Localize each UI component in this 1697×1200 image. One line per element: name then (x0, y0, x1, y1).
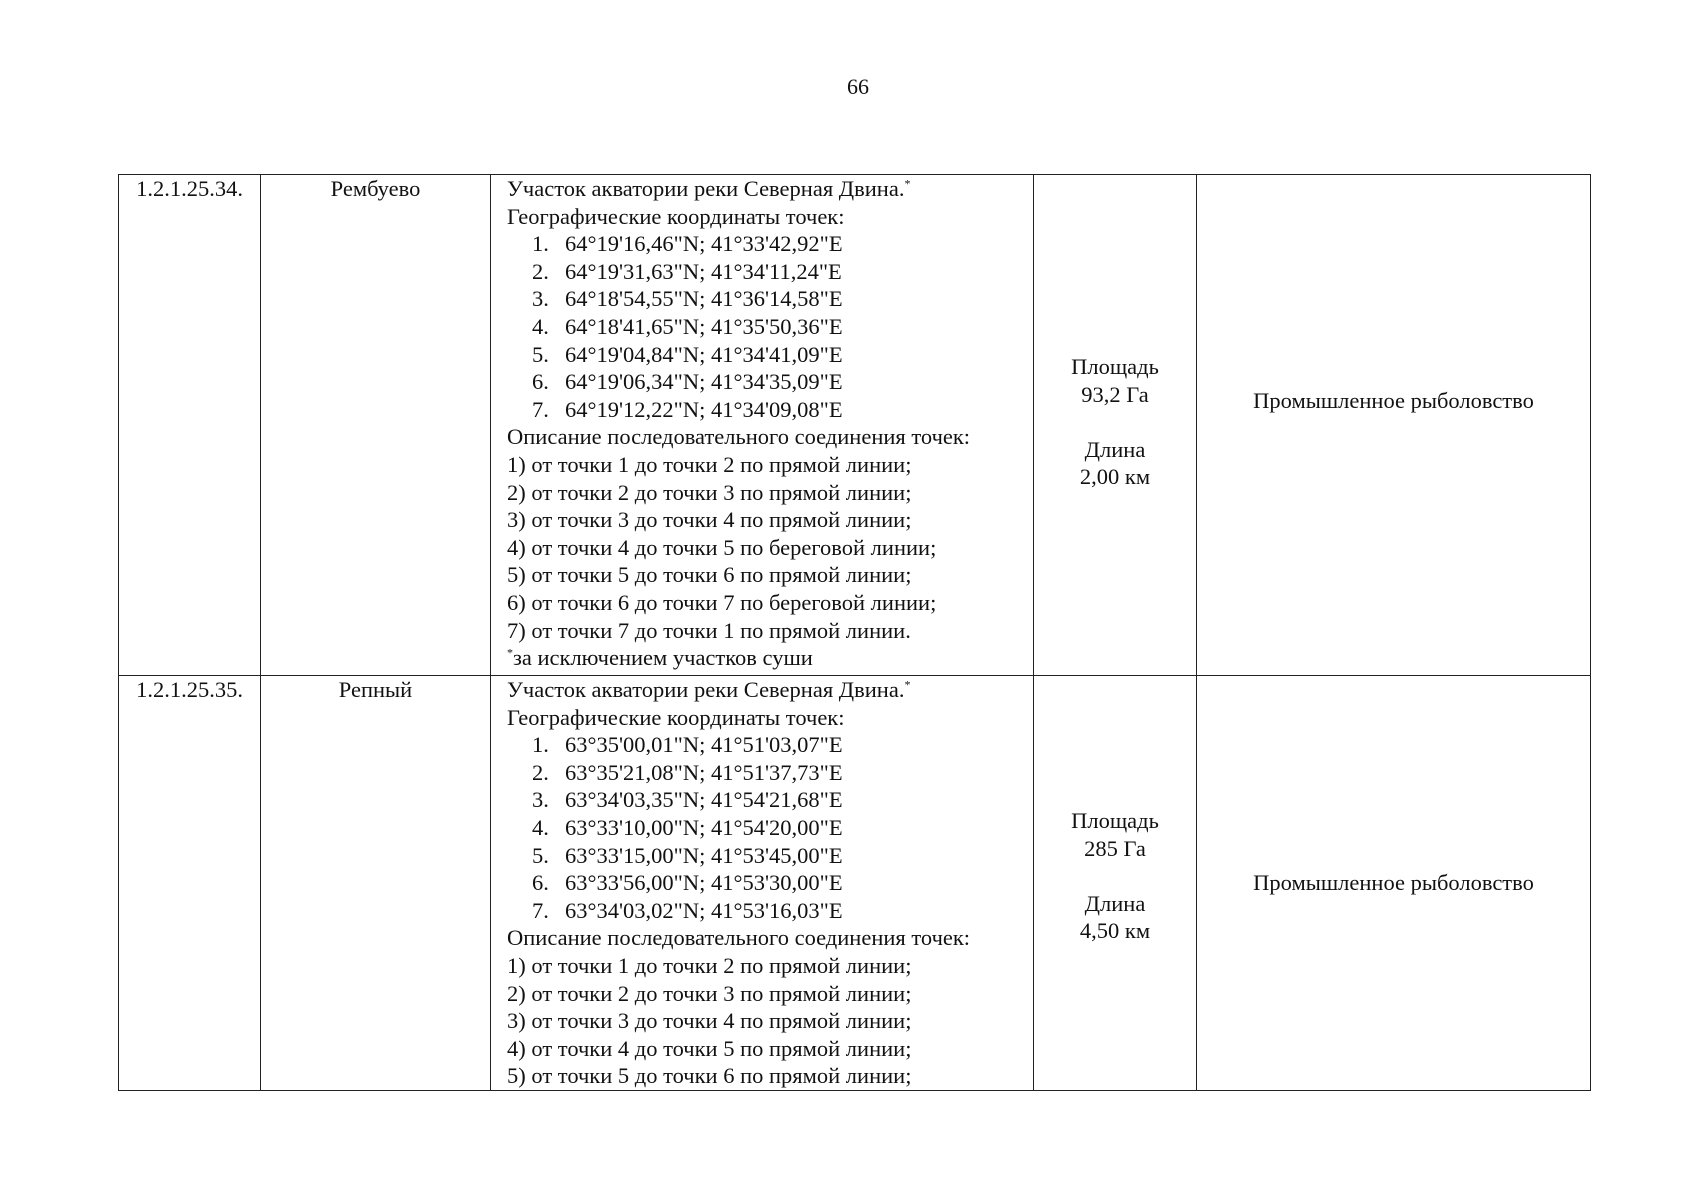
area-purpose: Промышленное рыболовство (1197, 175, 1591, 676)
links-title: Описание последовательного соединения точек: (507, 424, 971, 450)
link-item: 3) от точки 3 до точки 4 по прямой линии; (507, 1008, 912, 1034)
coordinate-item: 6. 63°33'56,00"N; 41°53'30,00"E (532, 870, 843, 896)
area-intro: Участок акватории реки Северная Двина.* (507, 176, 911, 201)
area-name: Репный (261, 676, 491, 1091)
coordinate-item: 2. 64°19'31,63"N; 41°34'11,24"E (532, 258, 842, 284)
area-number: 1.2.1.25.35. (119, 676, 261, 1091)
length-label: Длина (1084, 890, 1146, 916)
coordinate-item: 5. 64°19'04,84"N; 41°34'41,09"E (532, 341, 843, 367)
coords-title: Географические координаты точек: (507, 203, 845, 229)
area-value: 285 Га (1084, 835, 1146, 861)
link-item: 1) от точки 1 до точки 2 по прямой линии; (507, 952, 912, 978)
area-purpose: Промышленное рыболовство (1197, 676, 1591, 1091)
page-number: 66 (847, 74, 869, 99)
link-item: 5) от точки 5 до точки 6 по прямой линии; (507, 562, 912, 588)
length-label: Длина (1084, 436, 1146, 462)
coordinate-item: 5. 63°33'15,00"N; 41°53'45,00"E (532, 842, 843, 868)
table-row (119, 676, 1591, 1091)
link-item: 6) от точки 6 до точки 7 по береговой линии; (507, 589, 937, 615)
area-number: 1.2.1.25.34. (119, 175, 261, 676)
area-description (491, 175, 1034, 676)
coordinate-item: 2. 63°35'21,08"N; 41°51'37,73"E (532, 759, 843, 785)
links-title: Описание последовательного соединения точек: (507, 925, 971, 951)
link-item: 4) от точки 4 до точки 5 по береговой линии; (507, 534, 937, 560)
area-size (1034, 175, 1197, 676)
coordinate-item: 7. 64°19'12,22"N; 41°34'09,08"E (532, 396, 843, 422)
coordinate-item: 4. 64°18'41,65"N; 41°35'50,36"E (532, 313, 843, 339)
length-value: 4,50 км (1079, 918, 1151, 944)
link-item: 2) от точки 2 до точки 3 по прямой линии; (507, 980, 912, 1006)
area-description (491, 676, 1034, 1091)
coordinate-item: 3. 63°34'03,35"N; 41°54'21,68"E (532, 787, 843, 813)
table-row (119, 175, 1591, 676)
coords-title: Географические координаты точек: (507, 704, 845, 730)
link-item: 4) от точки 4 до точки 5 по прямой линии; (507, 1035, 912, 1061)
area-label: Площадь (1071, 354, 1159, 380)
area-intro: Участок акватории реки Северная Двина.* (507, 677, 911, 702)
coordinate-item: 4. 63°33'10,00"N; 41°54'20,00"E (532, 814, 843, 840)
link-item: 5) от точки 5 до точки 6 по прямой линии; (507, 1063, 912, 1089)
coordinate-item: 3. 64°18'54,55"N; 41°36'14,58"E (532, 286, 843, 312)
link-item: 3) от точки 3 до точки 4 по прямой линии; (507, 507, 912, 533)
area-label: Площадь (1071, 808, 1159, 834)
area-size (1034, 676, 1197, 1091)
coordinate-item: 1. 64°19'16,46"N; 41°33'42,92"E (532, 231, 843, 257)
coordinate-item: 7. 63°34'03,02"N; 41°53'16,03"E (532, 897, 843, 923)
link-item: 2) от точки 2 до точки 3 по прямой линии; (507, 479, 912, 505)
footnote: *за исключением участков суши (507, 645, 813, 671)
area-value: 93,2 Га (1081, 381, 1149, 407)
length-value: 2,00 км (1079, 464, 1151, 490)
link-item: 7) от точки 7 до точки 1 по прямой линии. (507, 617, 911, 643)
area-name: Рембуево (261, 175, 491, 676)
fishing-areas-table (118, 174, 1591, 1091)
coordinate-item: 6. 64°19'06,34"N; 41°34'35,09"E (532, 369, 843, 395)
coordinate-item: 1. 63°35'00,01"N; 41°51'03,07"E (532, 732, 843, 758)
link-item: 1) от точки 1 до точки 2 по прямой линии; (507, 451, 912, 477)
